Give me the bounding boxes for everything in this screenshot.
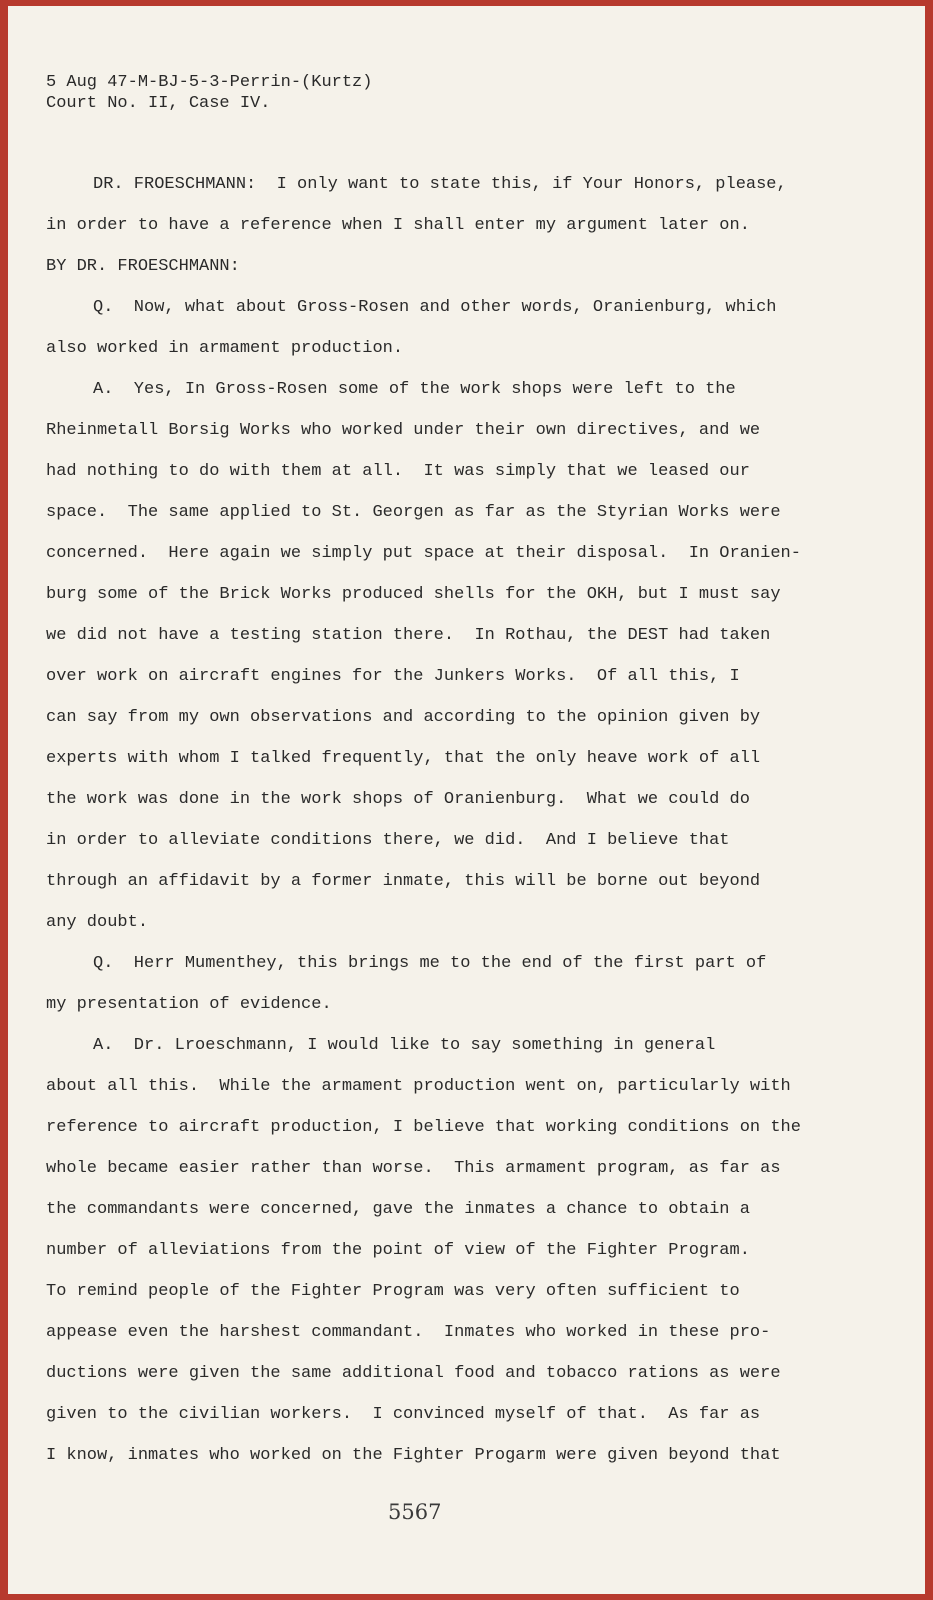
body-line: appease even the harshest commandant. Inmates who worked in these pro- bbox=[46, 1323, 771, 1342]
body-line: ductions were given the same additional food and tobacco rations as were bbox=[46, 1364, 781, 1383]
body-line: BY DR. FROESCHMANN: bbox=[46, 257, 240, 276]
body-line: Q. Now, what about Gross-Rosen and other words, Oranienburg, which bbox=[93, 298, 777, 317]
body-line: also worked in armament production. bbox=[46, 339, 404, 358]
body-line: any doubt. bbox=[46, 913, 149, 932]
body-line: can say from my own observations and according to the opinion given by bbox=[46, 708, 761, 727]
body-line: about all this. While the armament production went on, particularly with bbox=[46, 1077, 791, 1096]
body-line: Rheinmetall Borsig Works who worked under their own directives, and we bbox=[46, 421, 761, 440]
page-number: 5567 bbox=[388, 1500, 442, 1524]
body-line: over work on aircraft engines for the Junkers Works. Of all this, I bbox=[46, 667, 740, 686]
body-line: A. Yes, In Gross-Rosen some of the work shops were left to the bbox=[93, 380, 736, 399]
body-line: burg some of the Brick Works produced shells for the OKH, but I must say bbox=[46, 585, 781, 604]
body-line: had nothing to do with them at all. It was simply that we leased our bbox=[46, 462, 750, 481]
body-line: DR. FROESCHMANN: I only want to state this, if Your Honors, please, bbox=[93, 175, 787, 194]
body-line: number of alleviations from the point of view of the Fighter Program. bbox=[46, 1241, 750, 1260]
body-line: space. The same applied to St. Georgen as far as the Styrian Works were bbox=[46, 503, 781, 522]
body-line: in order to have a reference when I shall enter my argument later on. bbox=[46, 216, 750, 235]
body-line: in order to alleviate conditions there, we did. And I believe that bbox=[46, 831, 730, 850]
body-line: my presentation of evidence. bbox=[46, 995, 332, 1014]
body-line: I know, inmates who worked on the Fighter Progarm were given beyond that bbox=[46, 1446, 781, 1465]
body-line: given to the civilian workers. I convinced myself of that. As far as bbox=[46, 1405, 761, 1424]
body-line: whole became easier rather than worse. This armament program, as far as bbox=[46, 1159, 781, 1178]
body-line: A. Dr. Lroeschmann, I would like to say something in general bbox=[93, 1036, 716, 1055]
header-line-2: Court No. II, Case IV. bbox=[46, 94, 271, 113]
header-line-1: 5 Aug 47-M-BJ-5-3-Perrin-(Kurtz) bbox=[46, 73, 373, 92]
body-line: concerned. Here again we simply put space at their disposal. In Oranien- bbox=[46, 544, 801, 563]
body-line: the work was done in the work shops of Oranienburg. What we could do bbox=[46, 790, 750, 809]
body-line: the commandants were concerned, gave the inmates a chance to obtain a bbox=[46, 1200, 750, 1219]
body-line: we did not have a testing station there. In Rothau, the DEST had taken bbox=[46, 626, 771, 645]
body-line: experts with whom I talked frequently, that the only heave work of all bbox=[46, 749, 761, 768]
body-line: Q. Herr Mumenthey, this brings me to the end of the first part of bbox=[93, 954, 767, 973]
body-line: reference to aircraft production, I believe that working conditions on the bbox=[46, 1118, 801, 1137]
body-line: through an affidavit by a former inmate, this will be borne out beyond bbox=[46, 872, 761, 891]
body-line: To remind people of the Fighter Program was very often sufficient to bbox=[46, 1282, 740, 1301]
